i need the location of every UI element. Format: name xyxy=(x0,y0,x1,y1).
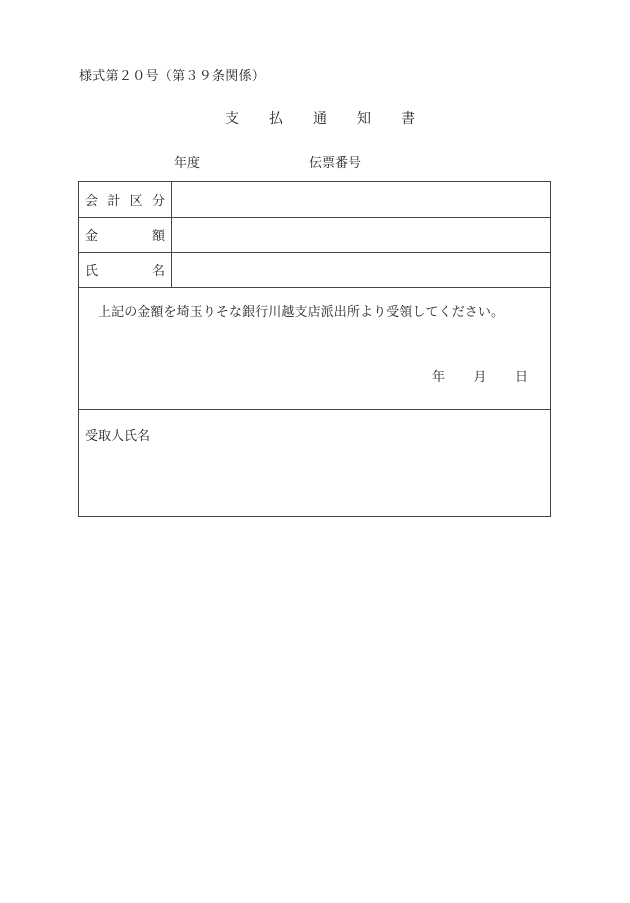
recipient-name-label: 受取人氏名 xyxy=(85,429,151,444)
title-char: 支 xyxy=(225,111,239,127)
form-number: 様式第２０号（第３９条関係） xyxy=(79,69,266,84)
name-field[interactable] xyxy=(172,252,550,287)
voucher-number-label: 伝票番号 xyxy=(309,156,362,171)
date-line xyxy=(432,366,528,385)
document-title xyxy=(225,108,415,128)
notice-section xyxy=(79,288,550,410)
label-char: 額 xyxy=(151,229,165,244)
amount-label xyxy=(79,217,172,252)
date-month-label: 月 xyxy=(473,370,487,385)
account-category-label xyxy=(79,182,172,217)
title-char: 通 xyxy=(313,111,327,127)
date-day-label: 日 xyxy=(514,370,528,385)
label-char: 区 xyxy=(129,194,143,209)
label-char: 氏 xyxy=(85,264,99,279)
table-row-account-category xyxy=(79,182,550,218)
label-char: 分 xyxy=(151,194,165,209)
label-char: 金 xyxy=(85,229,99,244)
label-char: 会 xyxy=(85,194,99,209)
account-category-field[interactable] xyxy=(172,182,550,217)
title-char: 払 xyxy=(269,111,283,127)
table-row-amount xyxy=(79,217,550,253)
title-char: 知 xyxy=(357,111,371,127)
label-char: 名 xyxy=(151,264,165,279)
notice-text: 上記の金額を埼玉りそな銀行川越支店派出所より受領してください。 xyxy=(98,305,505,320)
amount-field[interactable] xyxy=(172,217,550,252)
date-year-label: 年 xyxy=(432,370,446,385)
table-row-name xyxy=(79,252,550,288)
name-label xyxy=(79,252,172,287)
fiscal-year-label: 年度 xyxy=(174,156,201,171)
label-char: 計 xyxy=(107,194,121,209)
form-table xyxy=(78,181,551,517)
recipient-section[interactable] xyxy=(79,410,550,516)
title-char: 書 xyxy=(401,111,415,127)
